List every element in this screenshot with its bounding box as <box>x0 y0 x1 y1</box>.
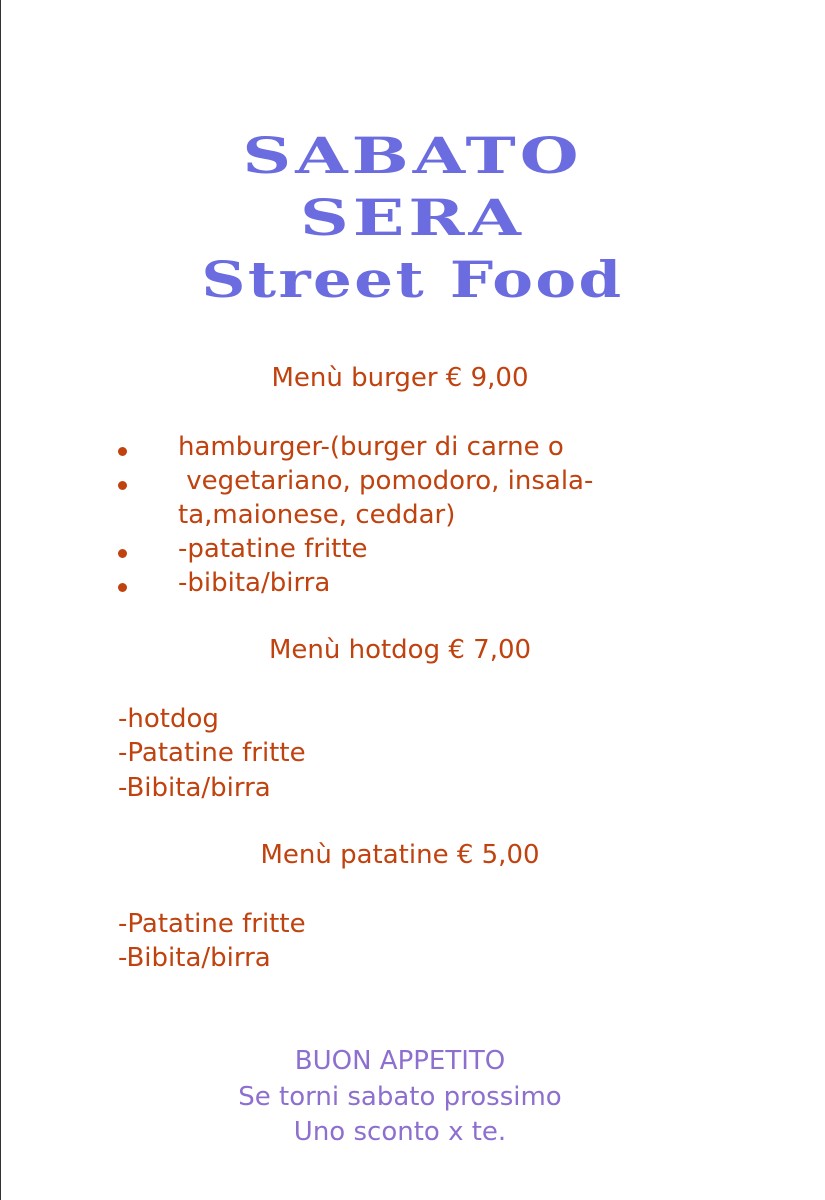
menu-hotdog-heading: Menù hotdog € 7,00 <box>268 635 532 665</box>
menu-burger-heading: Menù burger € 9,00 <box>271 363 529 393</box>
menu-burger-item: -bibita/birra <box>178 568 331 598</box>
closing-line-2: Se torni sabato prossimo <box>238 1082 562 1112</box>
title-line-1: SABATO <box>242 126 583 185</box>
menu-patatine-heading: Menù patatine € 5,00 <box>260 840 540 870</box>
menu-burger-item: hamburger-(burger di carne o <box>178 432 564 462</box>
menu-patatine-item: -Patatine fritte <box>118 909 306 939</box>
closing-line-3: Uno sconto x te. <box>293 1117 507 1147</box>
closing-line-1: BUON APPETITO <box>294 1046 506 1076</box>
bullet-icon <box>118 549 127 558</box>
menu-hotdog-item: -hotdog <box>118 704 219 734</box>
bullet-icon <box>118 447 127 456</box>
bullet-icon <box>118 583 127 592</box>
title-line-2: SERA <box>300 188 525 247</box>
menu-hotdog-item: -Bibita/birra <box>118 773 271 803</box>
title-line-3: Street Food <box>201 250 624 309</box>
bullet-icon <box>118 481 127 490</box>
menu-hotdog-item: -Patatine fritte <box>118 738 306 768</box>
menu-burger-item-continuation: ta,maionese, ceddar) <box>178 500 456 530</box>
menu-burger-item: -patatine fritte <box>178 534 368 564</box>
menu-burger-item: vegetariano, pomodoro, insala- <box>178 466 594 496</box>
menu-patatine-item: -Bibita/birra <box>118 943 271 973</box>
